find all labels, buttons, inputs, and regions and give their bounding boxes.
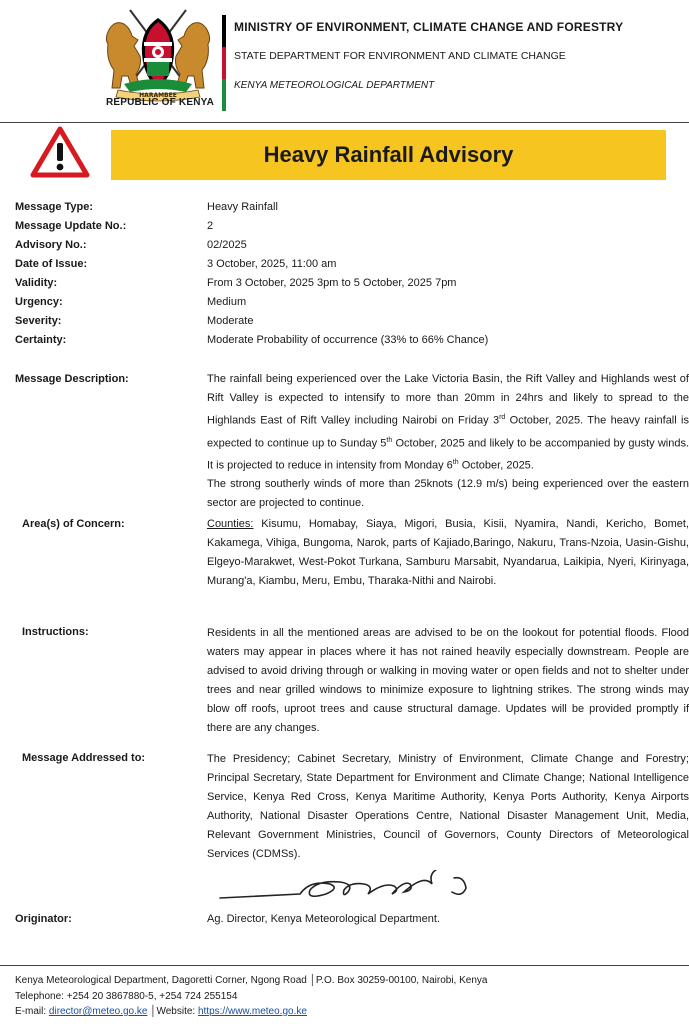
message-update-value: 2	[207, 220, 214, 232]
kenya-color-bars	[222, 15, 226, 111]
validity-label: Validity:	[15, 277, 58, 289]
bar-red	[222, 47, 226, 79]
republic-label: REPUBLIC OF KENYA	[105, 97, 215, 108]
footer-divider	[0, 965, 689, 966]
message-addressed-label: Message Addressed to:	[22, 752, 146, 764]
motto-text: HARAMBEE	[139, 92, 177, 99]
message-update-label: Message Update No.:	[15, 220, 127, 232]
winds-paragraph: The strong southerly winds of more than 25knots (12.9 m/s) being experienced over the eastern sector are projected to continue.	[207, 478, 689, 509]
validity-value: From 3 October, 2025 3pm to 5 October, 2025 7pm	[207, 277, 457, 289]
message-description-label: Message Description:	[15, 373, 129, 385]
instructions-text: Residents in all the mentioned areas are advised to be on the lookout for potential floods. Flood waters may appear in places where it has not rained heavily especially downstream. People are advised to avoid driving through or walking in moving water or open fields and not to shelter under trees and near grilled windows to minimize exposure to lightning strikes. The strong winds may blow off roofs, uproot trees and cause structural damage. Updates will be provided promptly if there are any changes.	[207, 627, 689, 734]
certainty-value: Moderate Probability of occurrence (33% to 66% Chance)	[207, 334, 489, 346]
message-type-value: Heavy Rainfall	[207, 201, 278, 213]
originator-label: Originator:	[15, 913, 72, 925]
footer-contacts: E-mail: director@meteo.go.ke │Website: https://www.meteo.go.ke	[15, 1006, 307, 1017]
letterhead	[0, 0, 689, 122]
footer-telephone: Telephone: +254 20 3867880-5, +254 724 255154	[15, 991, 238, 1002]
message-type-label: Message Type:	[15, 201, 94, 213]
areas-of-concern-text	[207, 515, 689, 591]
urgency-value: Medium	[207, 296, 247, 308]
instructions-label: Instructions:	[22, 626, 89, 638]
header-divider	[0, 122, 689, 123]
footer-address: Kenya Meteorological Department, Dagoretti Corner, Ngong Road │P.O. Box 30259-00100, Nairobi, Kenya	[15, 975, 488, 986]
advisory-number-label: Advisory No.:	[15, 239, 87, 251]
ministry-name: MINISTRY OF ENVIRONMENT, CLIMATE CHANGE AND FORESTRY	[234, 20, 624, 34]
message-addressed-text: The Presidency; Cabinet Secretary, Ministry of Environment, Climate Change and Forestry; Principal Secretary, State Department for Environment and Climate Change; National Intelligence Service, Kenya Red Cross, Kenya Maritime Authority, Kenya Ports Authority, Kenya Airports Authority, National Disaster Operations Centre, National Disaster Management Unit, Media, Relevant Government Ministries, Council of Governors, County Directors of Meteorological Services (CDMSs).	[207, 753, 689, 860]
severity-value: Moderate	[207, 315, 254, 327]
severity-label: Severity:	[15, 315, 62, 327]
counties-label: Counties:	[207, 518, 254, 530]
bar-black	[222, 15, 226, 47]
originator-value: Ag. Director, Kenya Meteorological Department.	[207, 913, 440, 925]
areas-of-concern-label: Area(s) of Concern:	[22, 518, 125, 530]
bar-green	[222, 79, 226, 111]
urgency-label: Urgency:	[15, 296, 63, 308]
date-of-issue-label: Date of Issue:	[15, 258, 88, 270]
email-link[interactable]: director@meteo.go.ke	[48, 1006, 148, 1017]
counties-list: Kisumu, Homabay, Siaya, Migori, Busia, Kisii, Nyamira, Nandi, Kericho, Bomet, Kakamega, Vihiga, Bungoma, Narok, parts of Kajiado,Baringo, Nakuru, Trans-Nzoia, Uasin-Gishu, Elgeyo-Marakwet, West-Pokot Turkana, Samburu Marsabit, Nyandarua, Laikipia, Nyeri, Kirinyaga, Murang'a, Kiambu, Meru, Embu, Tharaka-Nithi and Nairobi.	[207, 518, 689, 587]
warning-triangle-icon	[30, 126, 90, 178]
kenya-coat-of-arms-icon	[100, 4, 216, 108]
advisory-number-value: 02/2025	[207, 239, 247, 251]
website-link[interactable]: https://www.meteo.go.ke	[197, 1006, 307, 1017]
state-department-name: STATE DEPARTMENT FOR ENVIRONMENT AND CLIMATE CHANGE	[234, 50, 566, 62]
department-name: KENYA METEOROLOGICAL DEPARTMENT	[234, 80, 435, 91]
date-of-issue-value: 3 October, 2025, 11:00 am	[207, 258, 337, 270]
signature-icon	[218, 870, 488, 906]
advisory-title-banner: Heavy Rainfall Advisory	[111, 130, 666, 180]
message-description-paragraph: The rainfall being experienced over the Lake Victoria Basin, the Rift Valley and Highlands west of Rift Valley is expected to intensify to more than 20mm in 24hrs and likely to spread to the Highlands East of Rift Valley including Nairobi on Friday 3rd October, 2025. The heavy rainfall is expected to continue up to Sunday 5th October, 2025 and likely to be accompanied by gusty winds. It is projected to reduce in intensity from Monday 6th October, 2025.	[207, 373, 689, 472]
certainty-label: Certainty:	[15, 334, 67, 346]
